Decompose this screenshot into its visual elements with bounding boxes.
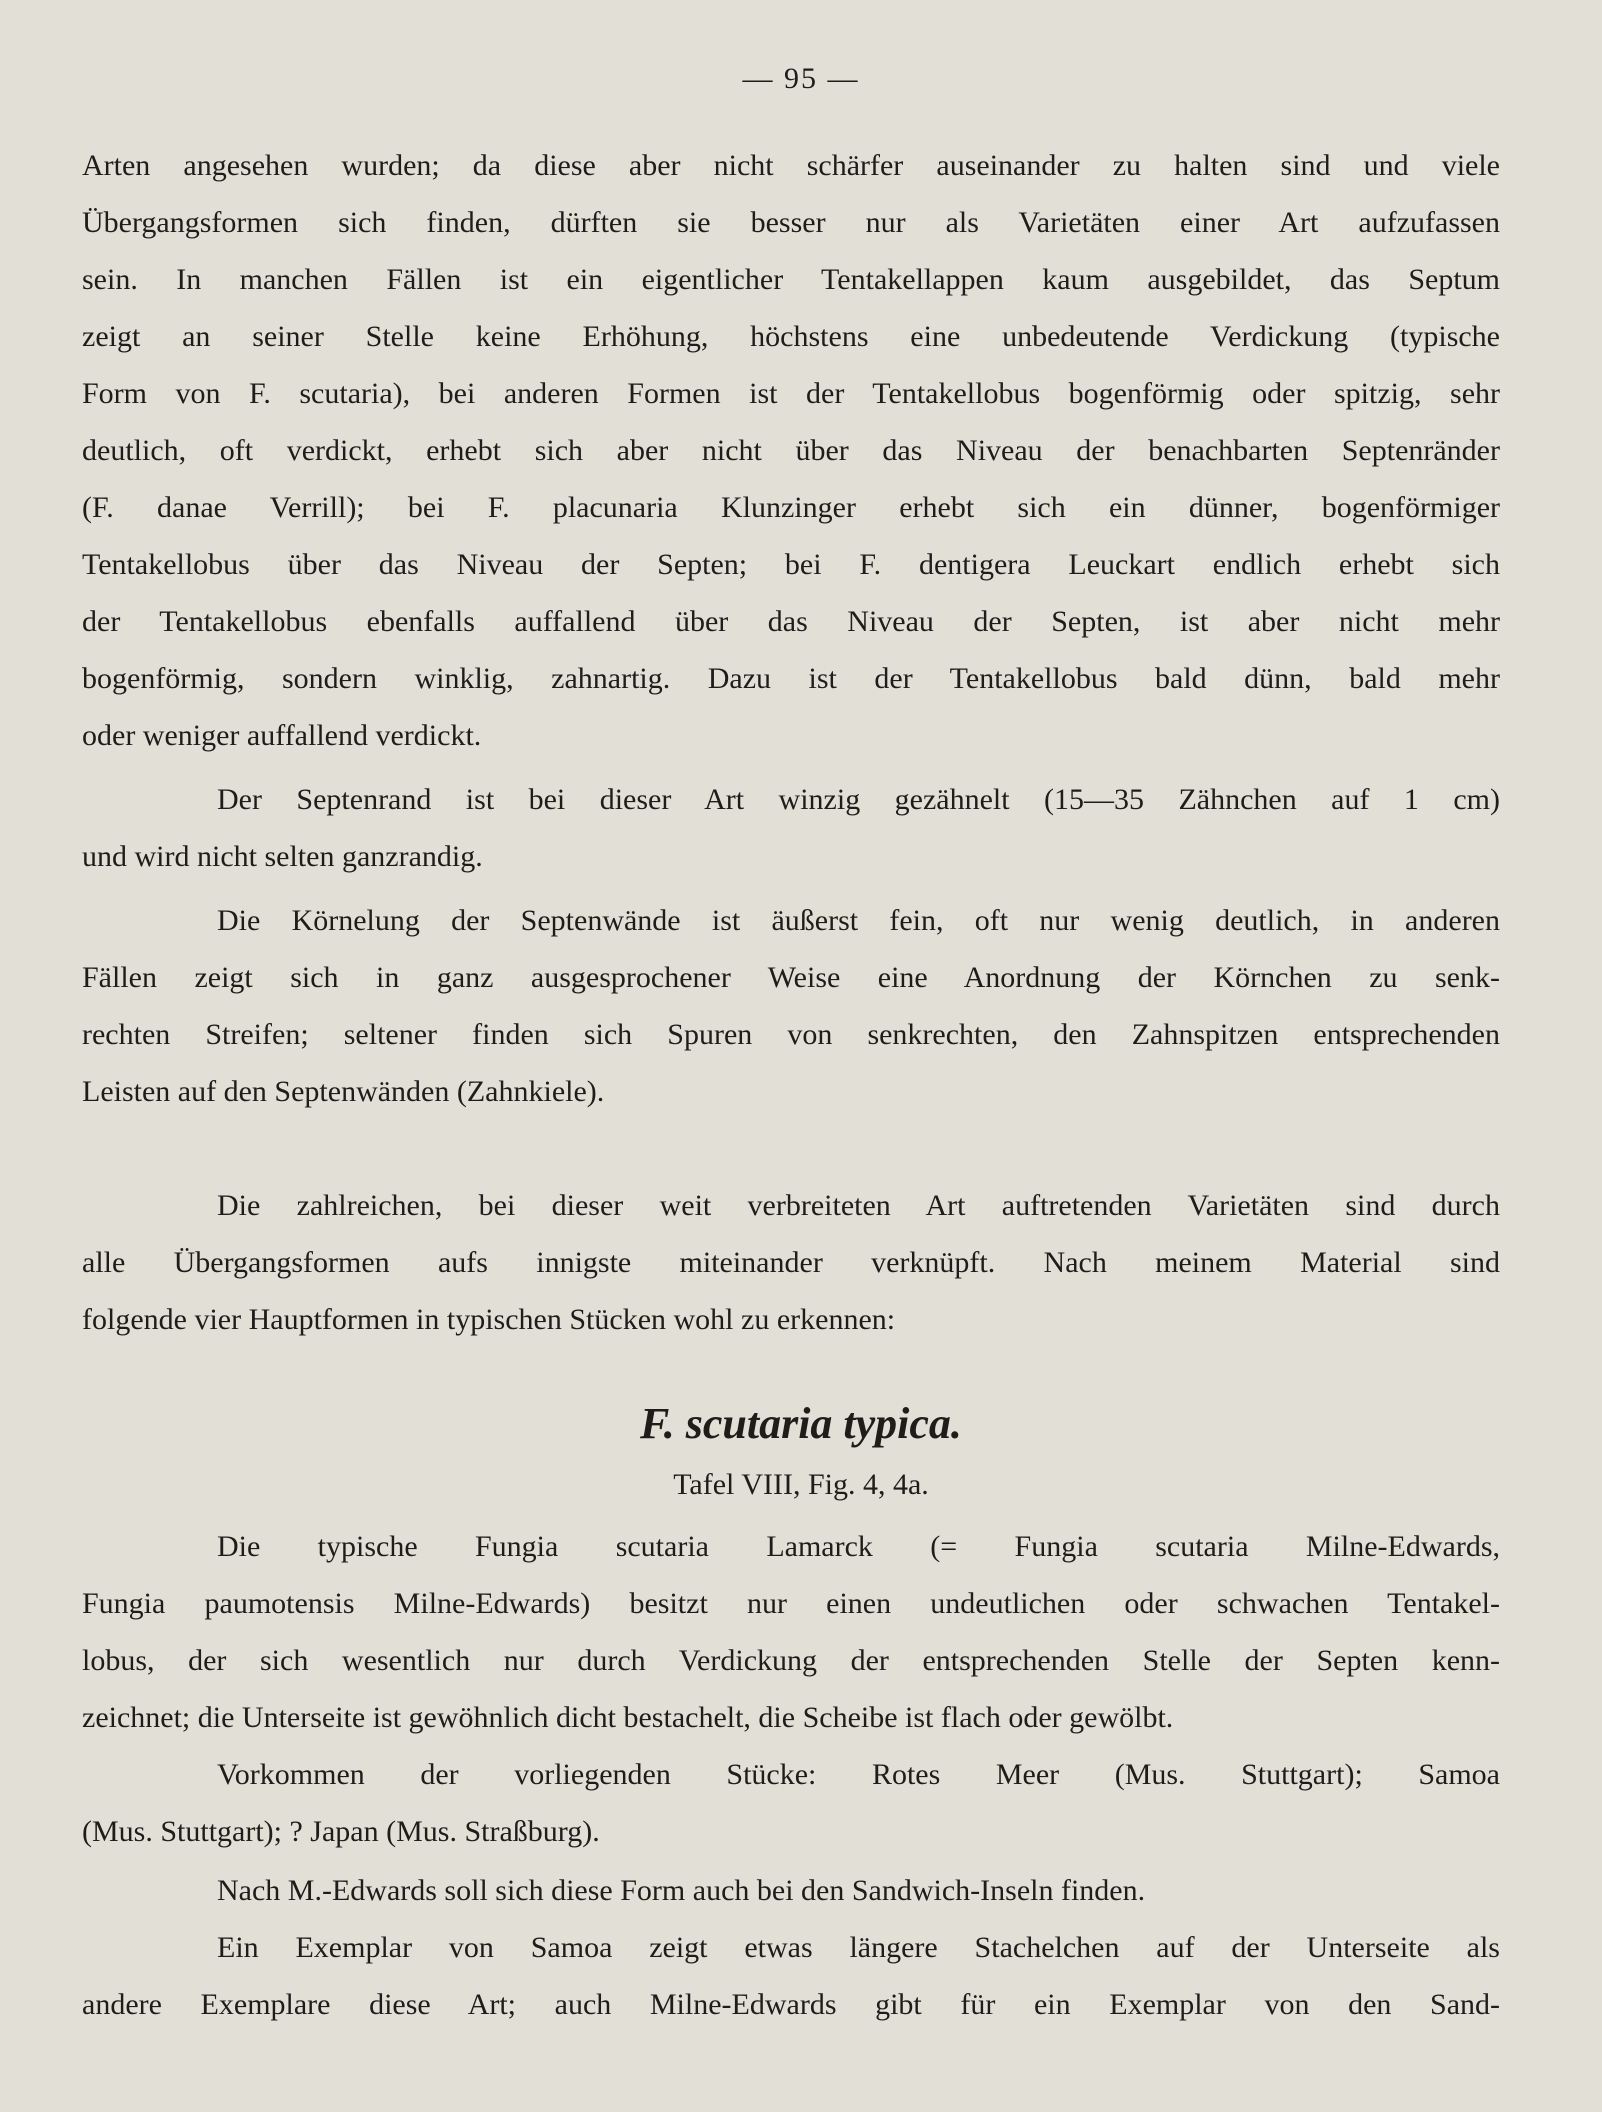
text-line: und wird nicht selten ganzrandig. (82, 840, 483, 873)
paragraph-6 (82, 1746, 1500, 1860)
text-line: lobus, der sich wesentlich nur durch Verdickung der entsprechenden Stelle der Septen kenn- (82, 1644, 1500, 1677)
text-line: oder weniger auffallend verdickt. (82, 719, 482, 752)
paragraph-5 (82, 1518, 1500, 1746)
paragraph-4 (82, 1177, 1500, 1348)
text-line: Übergangsformen sich finden, dürften sie besser nur als Varietäten einer Art aufzufassen (82, 206, 1500, 239)
text-line: Ein Exemplar von Samoa zeigt etwas längere Stachelchen auf der Unterseite als (217, 1931, 1500, 1964)
text-line: Fungia paumotensis Milne-Edwards) besitzt nur einen undeutlichen oder schwachen Tentakel- (82, 1587, 1500, 1620)
text-line: Die typische Fungia scutaria Lamarck (= Fungia scutaria Milne-Edwards, (217, 1530, 1500, 1563)
text-line: zeichnet; die Unterseite ist gewöhnlich dicht bestachelt, die Scheibe ist flach oder gewölbt. (82, 1701, 1174, 1734)
paragraph-1 (82, 137, 1500, 764)
text-line: rechten Streifen; seltener finden sich Spuren von senkrechten, den Zahnspitzen entsprechenden (82, 1018, 1500, 1051)
text-line: Die zahlreichen, bei dieser weit verbreiteten Art auftretenden Varietäten sind durch (217, 1189, 1500, 1222)
text-line: Fällen zeigt sich in ganz ausgesprochener Weise eine Anordnung der Körnchen zu senk- (82, 961, 1500, 994)
page-number: — 95 — (742, 62, 860, 95)
text-line: der Tentakellobus ebenfalls auffallend über das Niveau der Septen, ist aber nicht mehr (82, 605, 1500, 638)
paragraph-7 (82, 1862, 1500, 1919)
paragraph-8 (82, 1919, 1500, 2033)
text-line: zeigt an seiner Stelle keine Erhöhung, höchstens eine unbedeutende Verdickung (typische (82, 320, 1500, 353)
text-line: bogenförmig, sondern winklig, zahnartig. Dazu ist der Tentakellobus bald dünn, bald mehr (82, 662, 1500, 695)
text-line: Vorkommen der vorliegenden Stücke: Rotes Meer (Mus. Stuttgart); Samoa (217, 1758, 1500, 1791)
paragraph-2 (82, 771, 1500, 885)
text-line: Form von F. scutaria), bei anderen Formen ist der Tentakellobus bogenförmig oder spitzig, sehr (82, 377, 1500, 410)
text-line: Der Septenrand ist bei dieser Art winzig gezähnelt (15—35 Zähnchen auf 1 cm) (217, 783, 1500, 816)
plate-reference: Tafel VIII, Fig. 4, 4a. (673, 1468, 929, 1501)
text-line: sein. In manchen Fällen ist ein eigentlicher Tentakellappen kaum ausgebildet, das Septum (82, 263, 1500, 296)
text-line: Arten angesehen wurden; da diese aber nicht schärfer auseinander zu halten sind und viele (82, 149, 1500, 182)
text-line: alle Übergangsformen aufs innigste miteinander verknüpft. Nach meinem Material sind (82, 1246, 1500, 1279)
text-line: folgende vier Hauptformen in typischen Stücken wohl zu erkennen: (82, 1303, 896, 1336)
paragraph-3 (82, 892, 1500, 1120)
text-line: (Mus. Stuttgart); ? Japan (Mus. Straßburg). (82, 1815, 600, 1848)
text-line: (F. danae Verrill); bei F. placunaria Klunzinger erhebt sich ein dünner, bogenförmiger (82, 491, 1500, 524)
text-line: andere Exemplare diese Art; auch Milne-Edwards gibt für ein Exemplar von den Sand- (82, 1988, 1500, 2021)
text-line: Tentakellobus über das Niveau der Septen; bei F. dentigera Leuckart endlich erhebt sich (82, 548, 1500, 581)
section-heading: F. scutaria typica. (640, 1399, 962, 1448)
text-line: Nach M.-Edwards soll sich diese Form auch bei den Sandwich-Inseln finden. (217, 1874, 1146, 1907)
text-line: Die Körnelung der Septenwände ist äußerst fein, oft nur wenig deutlich, in anderen (217, 904, 1500, 937)
text-line: Leisten auf den Septenwänden (Zahnkiele). (82, 1075, 605, 1108)
text-line: deutlich, oft verdickt, erhebt sich aber nicht über das Niveau der benachbarten Septenränder (82, 434, 1500, 467)
